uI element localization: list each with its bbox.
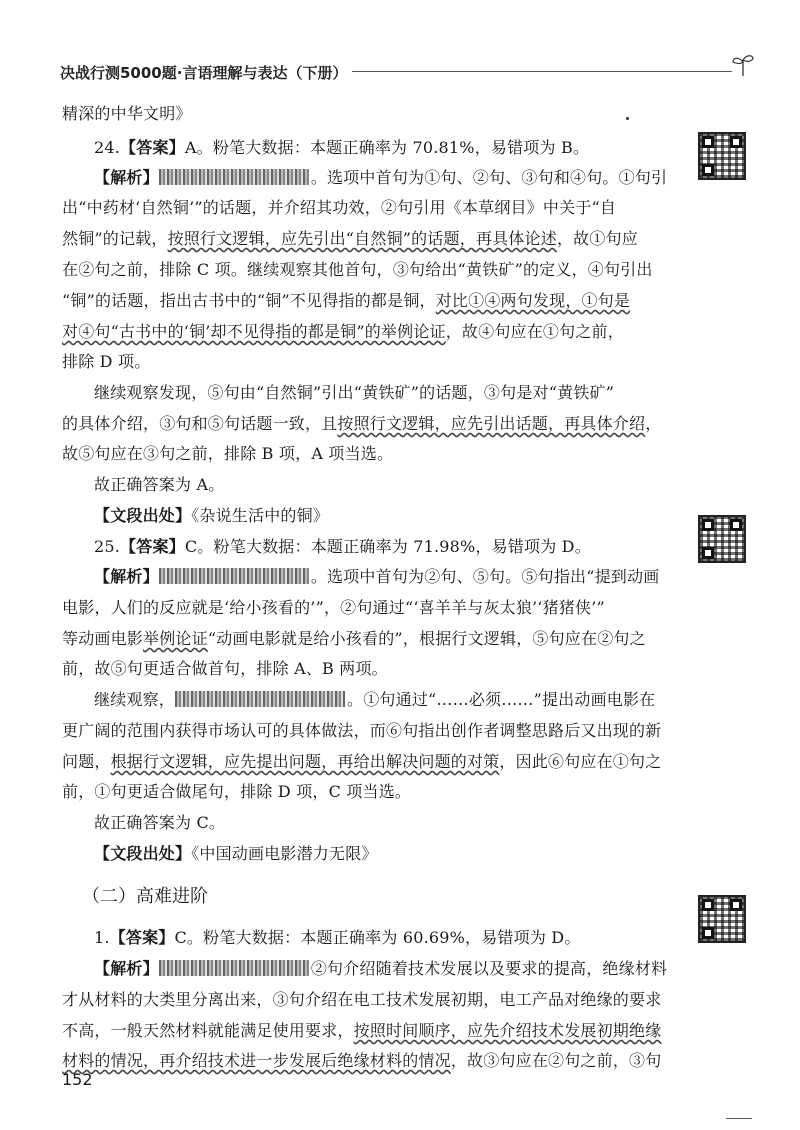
- qr-finder: [702, 136, 714, 148]
- question-number: 1.: [94, 928, 110, 947]
- text-run: “动画电影就是给小孩看的”，根据行文逻辑，⑤句应在②句之: [207, 629, 646, 648]
- text-line: 在②句之前，排除 C 项。继续观察其他首句，③句给出“黄铁矿”的定义，④句引出: [62, 260, 653, 279]
- text-run: 不高，一般天然材料就能满足使用要求，: [62, 1021, 354, 1040]
- question-24-answer: [94, 138, 589, 158]
- text-line: [62, 752, 661, 772]
- source-title: 《中国动画电影潜力无限》: [191, 844, 378, 863]
- qr-finder: [702, 927, 714, 939]
- text-run: ，故①句应: [556, 229, 638, 248]
- text-run: 问题，: [62, 752, 111, 771]
- qr-finder: [730, 519, 742, 531]
- text-line: [94, 168, 667, 188]
- text-run: 。选项中首句为②句、⑤句。⑤句指出“提到动画: [310, 567, 660, 586]
- qr-code[interactable]: [698, 132, 746, 180]
- analysis-tag: 【解析】: [94, 959, 159, 978]
- answer-text: C。粉笔大数据：本题正确率为 60.69%，易错项为 D。: [174, 928, 581, 947]
- qr-finder: [730, 899, 742, 911]
- obscured-text: [175, 691, 345, 707]
- underlined-text: 材料的情况，再介绍技术进一步发展后绝缘材料的情况: [62, 1051, 451, 1070]
- text-line: [94, 690, 655, 710]
- text-run: “铜”的话题，指出古书中的“铜”不见得指的都是铜，: [62, 291, 436, 310]
- qr-finder: [730, 136, 742, 148]
- underlined-text: 按照时间顺序，应先介绍技术发展初期绝缘: [353, 1021, 662, 1040]
- answer-tag: 【答案】: [120, 537, 185, 556]
- text-line: 继续观察发现，⑤句由“自然铜”引出“黄铁矿”的话题，③句是对“黄铁矿”: [94, 383, 615, 402]
- text-line: 精深的中华文明》: [62, 104, 192, 123]
- source-tag: 【文段出处】: [94, 506, 192, 525]
- conclusion-line: 故正确答案为 C。: [94, 813, 226, 832]
- footer-rule: [726, 1118, 752, 1119]
- text-line: 电影，人们的反应就是‘给小孩看的’”，②句通过“‘喜羊羊与灰太狼’‘猪猪侠’”: [62, 598, 605, 617]
- text-run: ，: [645, 414, 662, 433]
- text-line: 出“中药材‘自然铜’”的话题，并介绍其功效，②句引用《本草纲目》中关于“自: [62, 198, 617, 217]
- text-line: 才从材料的大类里分离出来，③句介绍在电工技术发展初期，电工产品对绝缘的要求: [62, 990, 662, 1009]
- text-line: [94, 959, 667, 979]
- source-tag: 【文段出处】: [94, 844, 192, 863]
- text-line: 前，故⑤句更适合做首句，排除 A、B 两项。: [62, 659, 388, 678]
- page-number: 152: [62, 1070, 93, 1089]
- underlined-text: 对比①④两句发现，①句是: [435, 291, 631, 310]
- text-run: ②句介绍随着技术发展以及要求的提高，绝缘材料: [310, 959, 668, 978]
- qr-code[interactable]: [698, 515, 746, 563]
- underlined-text: 根据行文逻辑，应先提出问题，再给出解决问题的对策: [110, 752, 500, 771]
- qr-finder: [702, 547, 714, 559]
- text-line: 故⑤句应在③句之前，排除 B 项，A 项当选。: [62, 444, 394, 463]
- underlined-text: 举例论证: [143, 629, 208, 648]
- source-line: [94, 506, 329, 526]
- question-25-answer: [94, 537, 591, 557]
- question-number: 25.: [94, 537, 121, 556]
- source-line: [94, 844, 378, 864]
- text-line: [62, 291, 630, 311]
- qr-finder: [702, 519, 714, 531]
- text-run: 等动画电影: [62, 629, 144, 648]
- text-run: ，故③句应在②句之前，③句: [450, 1051, 662, 1070]
- section-heading: （二）高难进阶: [82, 886, 208, 907]
- analysis-tag: 【解析】: [94, 567, 159, 586]
- question-number: 24.: [94, 138, 121, 157]
- text-line: 前，①句更适合做尾句，排除 D 项，C 项当选。: [62, 782, 412, 801]
- answer-tag: 【答案】: [109, 928, 175, 947]
- text-line: [62, 229, 638, 249]
- text-run: 。①句通过“……必须……”提出动画电影在: [347, 690, 656, 709]
- text-line: [62, 322, 624, 342]
- underlined-text: 按照行文逻辑，应先引出“自然铜”的话题，再具体论述: [167, 229, 557, 248]
- answer-tag: 【答案】: [120, 138, 185, 157]
- qr-finder: [702, 899, 714, 911]
- obscured-text: [159, 960, 309, 976]
- underlined-text: 按照行文逻辑，应先引出话题，再具体介绍: [337, 414, 646, 433]
- text-run: ，因此⑥句应在①句之: [499, 752, 662, 771]
- conclusion-line: 故正确答案为 A。: [94, 475, 225, 494]
- text-run: 继续观察，: [94, 690, 176, 709]
- text-line: 更广阔的范围内获得市场认可的具体做法，而⑥句指出创作者调整思路后又出现的新: [62, 721, 662, 740]
- obscured-text: [159, 169, 309, 185]
- underlined-text: 对④句“古书中的‘铜’却不见得指的都是铜”的举例论证: [62, 322, 446, 341]
- qr-finder: [702, 164, 714, 176]
- text-line: [94, 567, 659, 587]
- qr-code[interactable]: [698, 895, 746, 943]
- text-line: 排除 D 项。: [62, 352, 151, 371]
- obscured-text: [159, 568, 309, 584]
- analysis-tag: 【解析】: [94, 168, 159, 187]
- text-line: [62, 629, 646, 649]
- text-line: [62, 414, 661, 434]
- scan-speck: [626, 117, 629, 120]
- text-line: [62, 1021, 661, 1041]
- text-line: [62, 1051, 661, 1071]
- book-title: 决战行测5000题·言语理解与表达（下册）: [60, 64, 348, 82]
- text-run: ，故④句应在①句之前，: [445, 322, 624, 341]
- text-run: 。选项中首句为①句、②句、③句和④句。①句引: [310, 168, 668, 187]
- answer-text: C。粉笔大数据：本题正确率为 71.98%，易错项为 D。: [184, 537, 591, 556]
- text-run: 的具体介绍，③句和⑤句话题一致，且: [62, 414, 338, 433]
- answer-text: A。粉笔大数据：本题正确率为 70.81%，易错项为 B。: [184, 138, 590, 157]
- question-1-answer: [94, 928, 581, 948]
- source-title: 《杂说生活中的铜》: [191, 506, 330, 525]
- text-run: 然铜”的记载，: [62, 229, 168, 248]
